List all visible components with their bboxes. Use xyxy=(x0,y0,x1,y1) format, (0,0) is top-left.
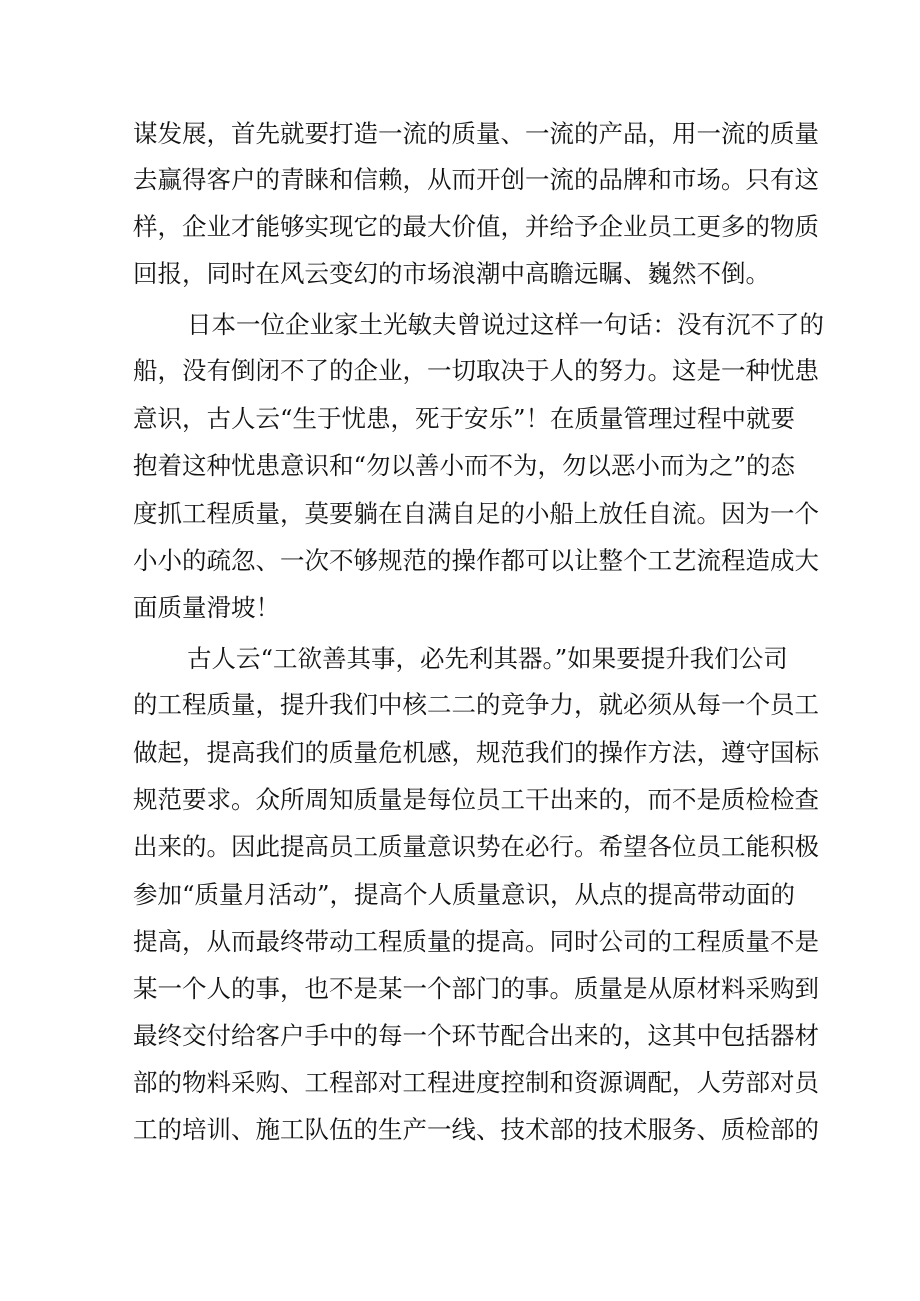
text-line: 面质量滑坡！ xyxy=(133,593,280,622)
text-line: 参加“质量月活动”，提高个人质量意识，从点的提高带动面的 xyxy=(133,880,796,909)
text-line: 谋发展，首先就要打造一流的质量、一流的产品，用一流的质量 xyxy=(133,119,819,148)
text-line: 古人云“工欲善其事，必先利其器。”如果要提升我们公司 xyxy=(187,644,788,673)
text-line: 做起，提高我们的质量危机感，规范我们的操作方法，遵守国标 xyxy=(133,738,819,767)
text-line: 出来的。因此提高员工质量意识势在必行。希望各位员工能积极 xyxy=(133,832,819,861)
text-line: 某一个人的事，也不是某一个部门的事。质量是从原材料采购到 xyxy=(133,974,819,1003)
text-line: 小小的疏忽、一次不够规范的操作都可以让整个工艺流程造成大 xyxy=(133,546,819,575)
text-line: 去赢得客户的青睐和信赖，从而开创一流的品牌和市场。只有这 xyxy=(133,165,819,194)
text-line: 的工程质量，提升我们中核二二的竞争力，就必须从每一个员工 xyxy=(133,690,819,719)
text-line: 船，没有倒闭不了的企业，一切取决于人的努力。这是一种忧患 xyxy=(133,356,819,385)
text-line: 回报，同时在风云变幻的市场浪潮中高瞻远瞩、巍然不倒。 xyxy=(133,259,770,288)
text-line: 抱着这种忧患意识和“勿以善小而不为，勿以恶小而为之”的态 xyxy=(133,451,796,480)
text-line: 最终交付给客户手中的每一个环节配合出来的，这其中包括器材 xyxy=(133,1021,819,1050)
text-line: 提高，从而最终带动工程质量的提高。同时公司的工程质量不是 xyxy=(133,927,819,956)
text-line: 样，企业才能够实现它的最大价值，并给予企业员工更多的物质 xyxy=(133,212,819,241)
text-line: 工的培训、施工队伍的生产一线、技术部的技术服务、质检部的 xyxy=(133,1115,819,1144)
text-line: 规范要求。众所周知质量是每位员工干出来的，而不是质检检查 xyxy=(133,785,819,814)
text-line: 日本一位企业家土光敏夫曾说过这样一句话：没有沉不了的 xyxy=(187,310,824,339)
text-line: 部的物料采购、工程部对工程进度控制和资源调配，人劳部对员 xyxy=(133,1068,819,1097)
text-line: 意识，古人云“生于忧患，死于安乐”！在质量管理过程中就要 xyxy=(133,404,796,433)
text-line: 度抓工程质量，莫要躺在自满自足的小船上放任自流。因为一个 xyxy=(133,499,819,528)
